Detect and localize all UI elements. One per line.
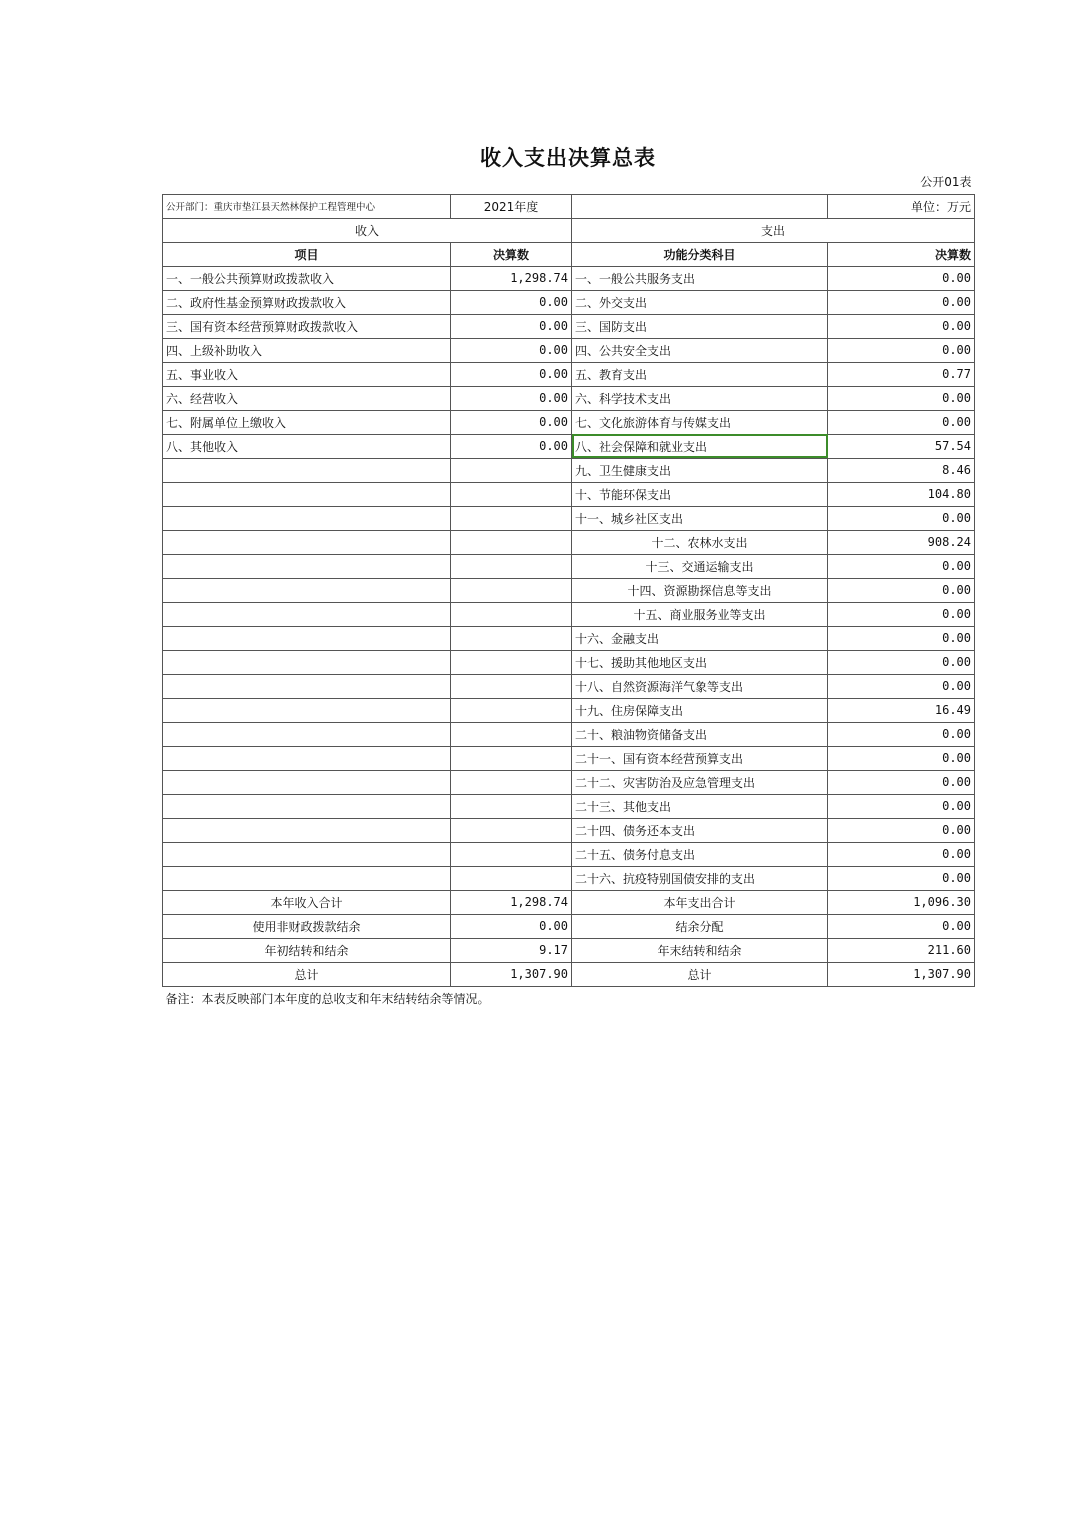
income-item-label[interactable] [163,770,451,794]
income-amount[interactable] [451,506,572,530]
expense-amount[interactable]: 0.00 [828,290,975,314]
income-item-label[interactable] [163,866,451,890]
income-amount[interactable] [451,554,572,578]
expense-item-label[interactable]: 三、国防支出 [572,314,828,338]
expense-item-label[interactable]: 十五、商业服务业等支出 [572,602,828,626]
income-amount[interactable]: 0.00 [451,338,572,362]
expense-amount[interactable]: 0.00 [828,386,975,410]
expense-item-label[interactable]: 十九、住房保障支出 [572,698,828,722]
income-item-label[interactable] [163,506,451,530]
expense-amount[interactable]: 0.00 [828,794,975,818]
income-amount[interactable] [451,458,572,482]
table-row [163,338,975,362]
expense-amount[interactable]: 0.00 [828,506,975,530]
expense-item-label[interactable]: 二十三、其他支出 [572,794,828,818]
col-amount-header[interactable]: 决算数 [451,242,572,266]
expense-item-label[interactable]: 十八、自然资源海洋气象等支出 [572,674,828,698]
total-row [163,890,975,914]
income-amount[interactable] [451,698,572,722]
total-income-amount[interactable]: 1,298.74 [451,890,572,914]
income-amount[interactable] [451,818,572,842]
total-row [163,914,975,938]
income-amount[interactable] [451,650,572,674]
meta-row [163,194,975,218]
expense-amount[interactable]: 0.00 [828,554,975,578]
unit-cell[interactable]: 单位：万元 [828,194,975,218]
expense-item-label[interactable]: 六、科学技术支出 [572,386,828,410]
expense-amount[interactable]: 0.00 [828,770,975,794]
expense-item-label[interactable]: 十七、援助其他地区支出 [572,650,828,674]
spreadsheet-sheet [162,138,998,1010]
income-amount[interactable]: 0.00 [451,410,572,434]
table-row [163,554,975,578]
footnote[interactable]: 备注：本表反映部门本年度的总收支和年末结转结余等情况。 [165,991,490,1006]
income-item-label[interactable]: 二、政府性基金预算财政拨款收入 [163,290,451,314]
expense-amount[interactable]: 0.00 [828,626,975,650]
income-amount[interactable] [451,722,572,746]
income-header[interactable]: 收入 [163,218,572,242]
year-cell[interactable]: 2021年度 [451,194,572,218]
income-item-label[interactable]: 八、其他收入 [163,434,451,458]
expense-amount[interactable]: 0.00 [828,314,975,338]
expense-amount[interactable]: 0.00 [828,410,975,434]
income-item-label[interactable] [163,530,451,554]
total-income-label[interactable]: 总计 [163,962,451,986]
col-amount2-header[interactable]: 决算数 [828,242,975,266]
table-row [163,602,975,626]
expense-amount[interactable]: 104.80 [828,482,975,506]
income-item-label[interactable] [163,698,451,722]
table-row [163,314,975,338]
expense-item-label[interactable]: 五、教育支出 [572,362,828,386]
table-row [163,698,975,722]
note-row [163,986,975,1010]
expense-item-label[interactable]: 四、公共安全支出 [572,338,828,362]
table-row [163,386,975,410]
expense-amount[interactable]: 0.77 [828,362,975,386]
department-name[interactable]: 公开部门：重庆市垫江县天然林保护工程管理中心 [163,194,451,218]
income-amount[interactable] [451,746,572,770]
total-income-amount[interactable]: 9.17 [451,938,572,962]
income-item-label[interactable] [163,482,451,506]
table-row [163,530,975,554]
table-row [163,290,975,314]
table-row [163,458,975,482]
cell[interactable] [572,194,828,218]
total-income-amount[interactable]: 1,307.90 [451,962,572,986]
income-item-label[interactable] [163,554,451,578]
table-row [163,770,975,794]
income-item-label[interactable] [163,818,451,842]
table-row [163,434,975,458]
total-expense-amount[interactable]: 0.00 [828,914,975,938]
income-amount[interactable] [451,842,572,866]
section-header-row [163,218,975,242]
total-income-label[interactable]: 本年收入合计 [163,890,451,914]
expense-item-label[interactable]: 十二、农林水支出 [572,530,828,554]
total-expense-label[interactable]: 年末结转和结余 [572,938,828,962]
total-row [163,938,975,962]
income-amount[interactable] [451,770,572,794]
income-item-label[interactable] [163,458,451,482]
total-expense-amount[interactable]: 1,307.90 [828,962,975,986]
table-row [163,410,975,434]
income-item-label[interactable]: 五、事业收入 [163,362,451,386]
summary-table [162,170,975,1010]
expense-amount[interactable]: 0.00 [828,722,975,746]
form-no-row [163,170,975,194]
form-number[interactable]: 公开01表 [920,175,972,190]
expense-item-label[interactable]: 二十六、抗疫特别国债安排的支出 [572,866,828,890]
income-item-label[interactable] [163,746,451,770]
table-row [163,650,975,674]
expense-amount[interactable]: 0.00 [828,818,975,842]
income-item-label[interactable] [163,602,451,626]
expense-item-label[interactable]: 二十四、债务还本支出 [572,818,828,842]
table-row [163,722,975,746]
income-amount[interactable] [451,602,572,626]
expense-amount[interactable]: 0.00 [828,842,975,866]
income-item-label[interactable]: 六、经营收入 [163,386,451,410]
total-expense-label[interactable]: 本年支出合计 [572,890,828,914]
expense-amount[interactable]: 8.46 [828,458,975,482]
table-row [163,746,975,770]
total-expense-amount[interactable]: 211.60 [828,938,975,962]
income-item-label[interactable] [163,842,451,866]
table-row [163,818,975,842]
income-item-label[interactable]: 七、附属单位上缴收入 [163,410,451,434]
income-amount[interactable] [451,866,572,890]
col-item-header[interactable]: 项目 [163,242,451,266]
cell[interactable] [572,170,828,194]
income-amount[interactable] [451,578,572,602]
income-amount[interactable] [451,626,572,650]
expense-amount[interactable]: 16.49 [828,698,975,722]
expense-amount[interactable]: 0.00 [828,650,975,674]
expense-item-label[interactable]: 二十一、国有资本经营预算支出 [572,746,828,770]
income-item-label[interactable] [163,578,451,602]
expense-item-label[interactable]: 二、外交支出 [572,290,828,314]
income-item-label[interactable]: 三、国有资本经营预算财政拨款收入 [163,314,451,338]
income-amount[interactable]: 1,298.74 [451,266,572,290]
table-row [163,626,975,650]
table-row [163,842,975,866]
table-row [163,506,975,530]
expense-amount[interactable]: 57.54 [828,434,975,458]
expense-amount[interactable]: 908.24 [828,530,975,554]
expense-item-label[interactable]: 七、文化旅游体育与传媒支出 [572,410,828,434]
title-row [162,138,998,170]
expense-item-label[interactable]: 二十、粮油物资储备支出 [572,722,828,746]
total-income-label[interactable]: 使用非财政拨款结余 [163,914,451,938]
income-item-label[interactable] [163,674,451,698]
expense-amount[interactable]: 0.00 [828,746,975,770]
table-row [163,362,975,386]
cell[interactable] [163,170,451,194]
expense-item-label[interactable]: 十三、交通运输支出 [572,554,828,578]
expense-item-label[interactable]: 八、社会保障和就业支出 [572,434,828,458]
income-item-label[interactable] [163,794,451,818]
total-expense-label[interactable]: 总计 [572,962,828,986]
table-row [163,794,975,818]
expense-item-label[interactable]: 十一、城乡社区支出 [572,506,828,530]
income-amount[interactable] [451,530,572,554]
expense-amount[interactable]: 0.00 [828,866,975,890]
income-amount[interactable]: 0.00 [451,434,572,458]
table-row [163,266,975,290]
expense-amount[interactable]: 0.00 [828,266,975,290]
total-income-label[interactable]: 年初结转和结余 [163,938,451,962]
table-row [163,482,975,506]
page-title: 收入支出决算总表 [480,145,656,170]
total-expense-amount[interactable]: 1,096.30 [828,890,975,914]
expense-item-label[interactable]: 十四、资源勘探信息等支出 [572,578,828,602]
income-amount[interactable] [451,482,572,506]
cell[interactable] [451,170,572,194]
expense-item-label[interactable]: 十六、金融支出 [572,626,828,650]
table-body [163,170,975,1010]
income-amount[interactable]: 0.00 [451,362,572,386]
expense-item-label[interactable]: 二十二、灾害防治及应急管理支出 [572,770,828,794]
col-func-header[interactable]: 功能分类科目 [572,242,828,266]
income-item-label[interactable] [163,722,451,746]
income-amount[interactable]: 0.00 [451,290,572,314]
total-expense-label[interactable]: 结余分配 [572,914,828,938]
income-item-label[interactable]: 一、一般公共预算财政拨款收入 [163,266,451,290]
expense-header[interactable]: 支出 [572,218,975,242]
income-amount[interactable]: 0.00 [451,386,572,410]
table-row [163,578,975,602]
table-row [163,866,975,890]
expense-item-label[interactable]: 二十五、债务付息支出 [572,842,828,866]
total-row [163,962,975,986]
column-header-row [163,242,975,266]
expense-item-label[interactable]: 一、一般公共服务支出 [572,266,828,290]
income-amount[interactable] [451,674,572,698]
income-item-label[interactable]: 四、上级补助收入 [163,338,451,362]
income-amount[interactable]: 0.00 [451,314,572,338]
expense-item-label[interactable]: 九、卫生健康支出 [572,458,828,482]
table-row [163,674,975,698]
income-item-label[interactable] [163,626,451,650]
income-item-label[interactable] [163,650,451,674]
income-amount[interactable] [451,794,572,818]
expense-amount[interactable]: 0.00 [828,674,975,698]
expense-item-label[interactable]: 十、节能环保支出 [572,482,828,506]
expense-amount[interactable]: 0.00 [828,338,975,362]
total-income-amount[interactable]: 0.00 [451,914,572,938]
expense-amount[interactable]: 0.00 [828,602,975,626]
expense-amount[interactable]: 0.00 [828,578,975,602]
